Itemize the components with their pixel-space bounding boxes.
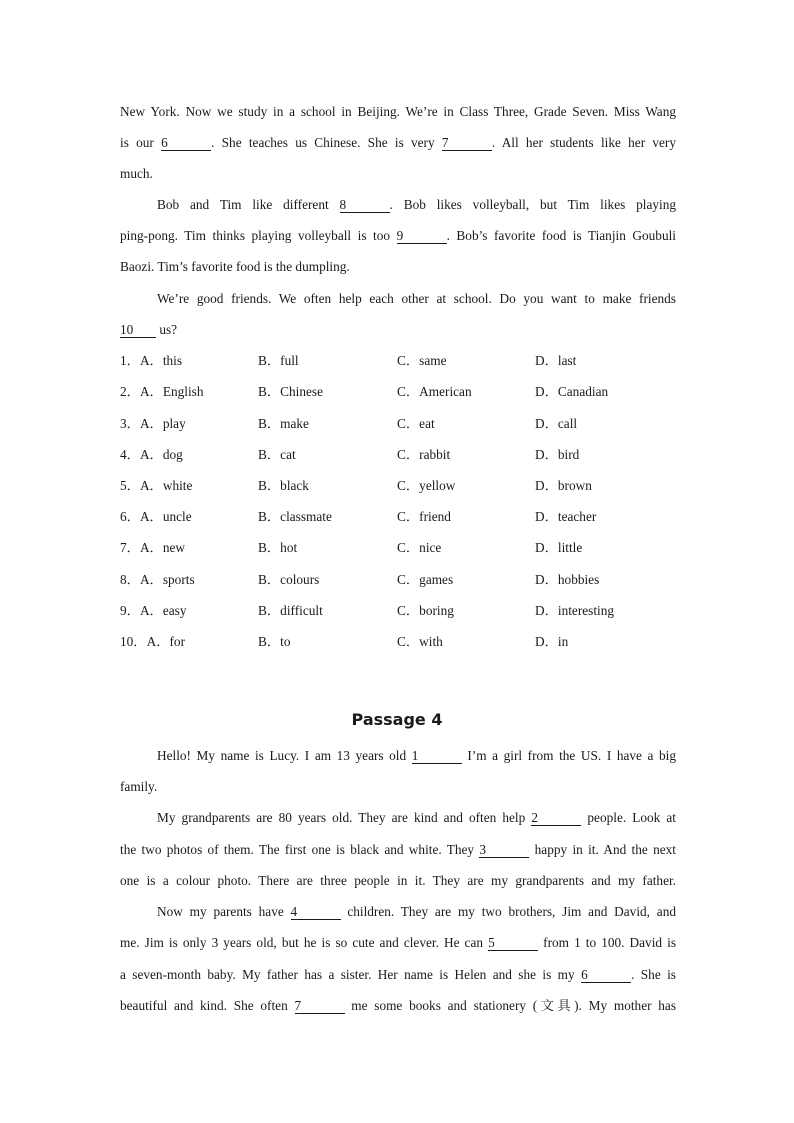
passage-heading: Passage 4 <box>351 710 443 729</box>
passage4-line <box>120 997 676 1015</box>
text: . She is <box>631 967 676 982</box>
passage4-line <box>157 747 676 765</box>
option-a: 3．A．play <box>120 416 186 431</box>
passage4-line: one is a colour photo. There are three people in it. They are my grandparents and my father. <box>120 873 676 888</box>
passage3-line: New York. Now we study in a school in Beijing. We’re in Class Three, Grade Seven. Miss Wang <box>120 104 676 119</box>
passage3-line: We’re good friends. We often help each other at school. Do you want to make friends <box>157 291 676 306</box>
option-row <box>120 508 676 526</box>
option-row <box>120 415 676 433</box>
option-d: D．call <box>535 416 578 431</box>
option-c: C．with <box>397 634 443 649</box>
text: . Bob likes volleyball, but Tim likes playing <box>389 197 676 212</box>
option-a: 8．A．sports <box>120 572 195 587</box>
option-row <box>120 539 676 557</box>
blank-5: 5 <box>488 936 538 951</box>
option-c: C．boring <box>397 603 454 618</box>
text: people. Look at <box>581 810 676 825</box>
text: beautiful and kind. She often <box>120 998 295 1013</box>
passage3-line: Baozi. Tim’s favorite food is the dumpling. <box>120 259 350 274</box>
option-d: D．hobbies <box>535 572 600 587</box>
option-c: C．American <box>397 384 472 399</box>
text: us? <box>156 322 178 337</box>
option-c: C．games <box>397 572 454 587</box>
text: Hello! My name is Lucy. I am 13 years old <box>157 748 412 763</box>
text: I’m a girl from the US. I have a big <box>461 748 676 763</box>
option-b: B．classmate <box>258 509 332 524</box>
option-b: B．hot <box>258 540 298 555</box>
text: a seven-month baby. My father has a sister. Her name is Helen and she is my <box>120 967 582 982</box>
option-row <box>120 477 676 495</box>
option-c: C．friend <box>397 509 451 524</box>
passage4-line <box>120 934 676 952</box>
passage4-line <box>157 809 676 827</box>
option-c: C．yellow <box>397 478 456 493</box>
option-d: D．bird <box>535 447 580 462</box>
text: . Bob’s favorite food is Tianjin Goubuli <box>446 228 676 243</box>
passage3-line <box>120 134 676 152</box>
text: ping-pong. Tim thinks playing volleyball is too <box>120 228 397 243</box>
text: My grandparents are 80 years old. They are kind and often help <box>157 810 532 825</box>
text: Now my parents have <box>157 904 291 919</box>
option-c: C．rabbit <box>397 447 451 462</box>
option-row <box>120 446 676 464</box>
passage4-line: family. <box>120 779 158 794</box>
option-b: B．black <box>258 478 309 493</box>
option-a: 5．A．white <box>120 478 193 493</box>
text: children. They are my two brothers, Jim and David, and <box>340 904 676 919</box>
blank-2: 2 <box>531 811 581 826</box>
option-a: 10．A．for <box>120 634 185 649</box>
text: me some books and stationery (文具). My mother has <box>344 998 677 1013</box>
option-a: 4．A．dog <box>120 447 183 462</box>
option-c: C．eat <box>397 416 435 431</box>
option-c: C．same <box>397 353 447 368</box>
option-a: 6．A．uncle <box>120 509 192 524</box>
option-b: B．full <box>258 353 299 368</box>
option-d: D．teacher <box>535 509 597 524</box>
option-row <box>120 383 676 401</box>
option-a: 9．A．easy <box>120 603 187 618</box>
option-b: B．colours <box>258 572 320 587</box>
option-b: B．to <box>258 634 291 649</box>
blank-9: 9 <box>397 229 447 244</box>
text: me. Jim is only 3 years old, but he is so cute and clever. He can <box>120 935 489 950</box>
text: . She teaches us Chinese. She is very <box>211 135 442 150</box>
passage4-line <box>120 966 676 984</box>
blank-3: 3 <box>479 843 529 858</box>
blank-8: 8 <box>340 198 390 213</box>
passage3-line <box>120 227 676 245</box>
option-row <box>120 602 676 620</box>
option-d: D．interesting <box>535 603 615 618</box>
blank-6: 6 <box>161 136 211 151</box>
option-d: D．brown <box>535 478 592 493</box>
option-a: 1．A．this <box>120 353 183 368</box>
text: Bob and Tim like different <box>157 197 340 212</box>
blank-6: 6 <box>581 968 631 983</box>
option-d: D．in <box>535 634 569 649</box>
passage4-line <box>120 841 676 859</box>
option-row <box>120 352 676 370</box>
text: is our <box>120 135 162 150</box>
option-b: B．difficult <box>258 603 323 618</box>
passage3-line <box>157 196 676 214</box>
option-a: 2．A．English <box>120 384 204 399</box>
option-c: C．nice <box>397 540 442 555</box>
option-d: D．little <box>535 540 583 555</box>
option-b: B．Chinese <box>258 384 324 399</box>
option-b: B．cat <box>258 447 296 462</box>
option-d: D．Canadian <box>535 384 609 399</box>
option-d: D．last <box>535 353 577 368</box>
option-row <box>120 571 676 589</box>
option-a: 7．A．new <box>120 540 185 555</box>
blank-10: 10 <box>120 323 156 338</box>
blank-7: 7 <box>295 999 345 1014</box>
option-row <box>120 633 676 651</box>
blank-7: 7 <box>442 136 492 151</box>
passage3-line: much. <box>120 166 153 181</box>
passage4-line <box>157 903 676 921</box>
text: . All her students like her very <box>491 135 677 150</box>
option-b: B．make <box>258 416 309 431</box>
blank-4: 4 <box>291 905 341 920</box>
text: the two photos of them. The first one is black and white. They <box>120 842 480 857</box>
blank-1: 1 <box>412 749 462 764</box>
text: happy in it. And the next <box>529 842 676 857</box>
passage3-line <box>120 321 676 339</box>
text: from 1 to 100. David is <box>538 935 676 950</box>
